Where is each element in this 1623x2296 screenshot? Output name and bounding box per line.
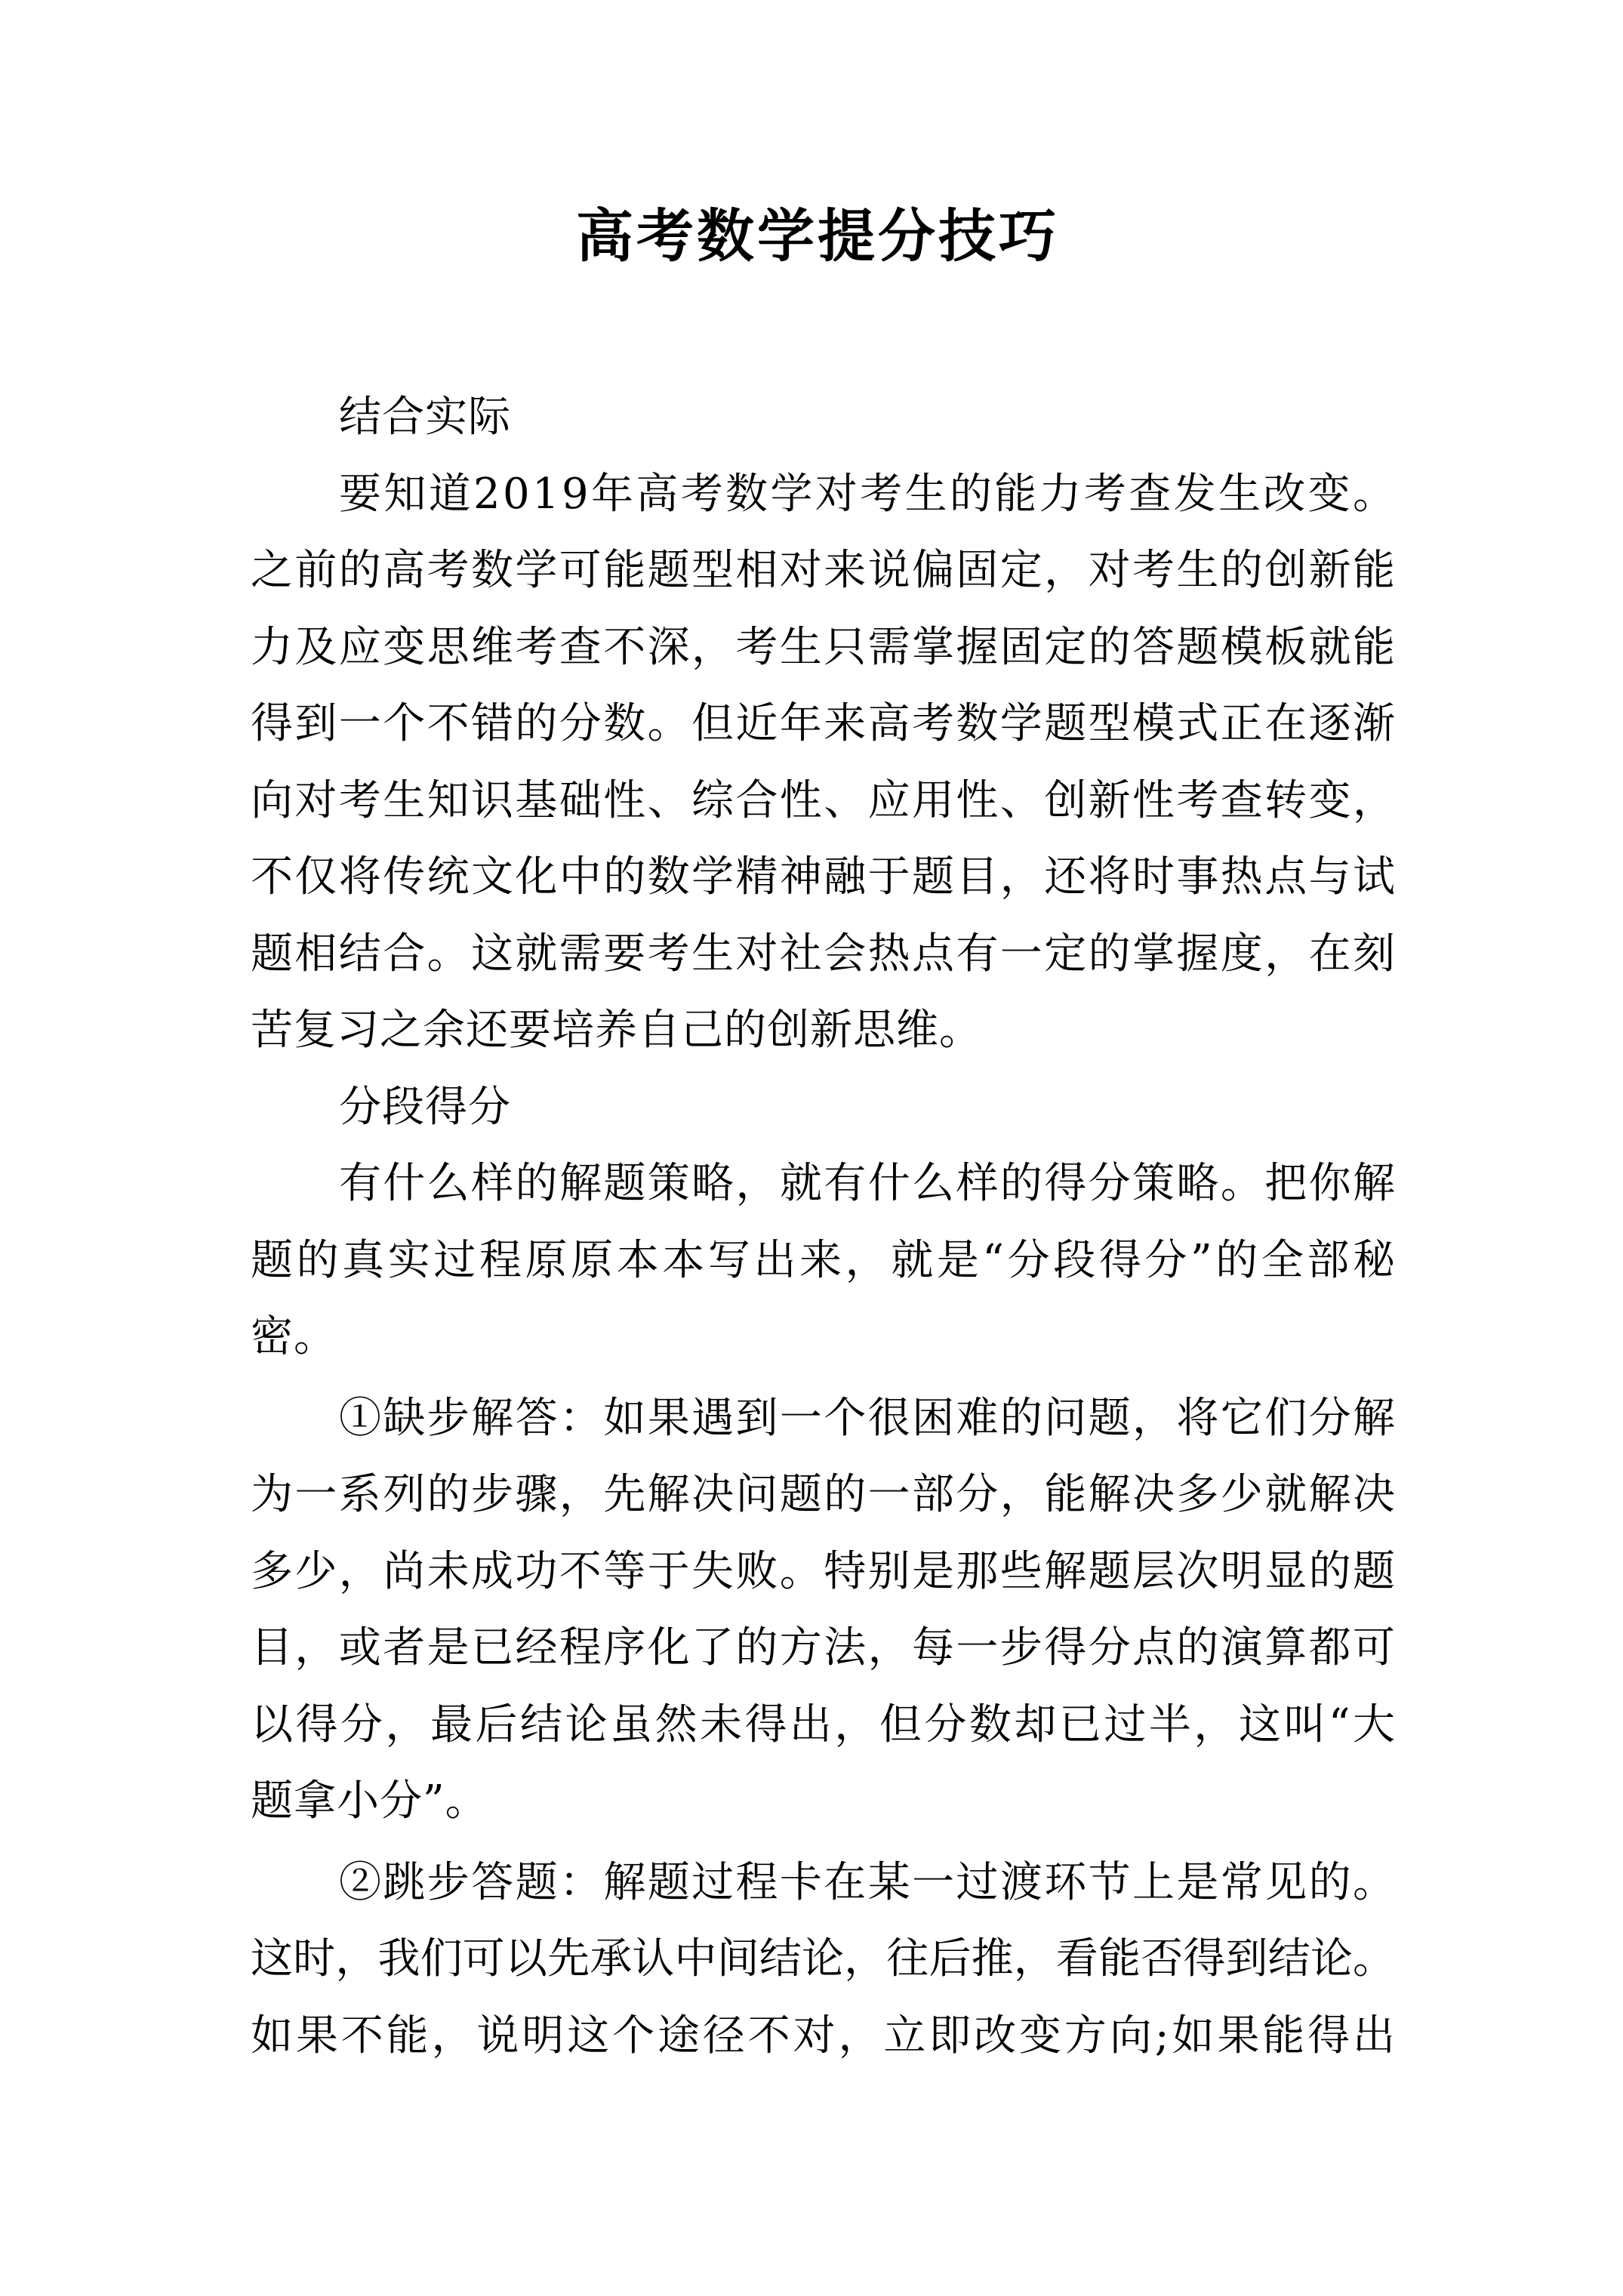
paragraph-line: 密。 (251, 1312, 337, 1361)
paragraph (251, 1145, 1399, 1376)
paragraph-line: 苦复习之余还要培养自己的创新思维。 (251, 1006, 982, 1055)
paragraph (251, 1380, 1398, 1840)
paragraph-line: 目，或者是已经程序化了的方法，每一步得分点的演算都可 (251, 1623, 1397, 1672)
document-body (251, 379, 1399, 2074)
paragraph-line: 向对考生知识基础性、综合性、应用性、创新性考查转变， (251, 775, 1397, 825)
paragraph-line: 要知道2019年高考数学对考生的能力考查发生改变。 (339, 469, 1398, 519)
document-title: 高考数学提分技巧 (576, 202, 1059, 270)
section-heading (251, 379, 1395, 456)
paragraph-line: 这时，我们可以先承认中间结论，往后推，看能否得到结论。 (251, 1934, 1396, 1983)
paragraph-line: 之前的高考数学可能题型相对来说偏固定，对考生的创新能 (251, 546, 1397, 595)
paragraph-line: 题相结合。这就需要考生对社会热点有一定的掌握度，在刻 (251, 929, 1397, 978)
paragraph-line: 力及应变思维考查不深，考生只需掌握固定的答题模板就能 (251, 622, 1397, 672)
section-heading (251, 1069, 1395, 1146)
paragraph (251, 456, 1398, 1069)
paragraph-line: 题的真实过程原原本本写出来，就是“分段得分”的全部秘 (251, 1235, 1399, 1285)
paragraph-line: 为一系列的步骤，先解决问题的一部分，能解决多少就解决 (251, 1470, 1397, 1519)
paragraph-line: 有什么样的解题策略，就有什么样的得分策略。把你解 (339, 1159, 1397, 1208)
section-heading-text: 分段得分 (339, 1082, 511, 1132)
section-heading-text: 结合实际 (339, 393, 511, 442)
paragraph-line: 得到一个不错的分数。但近年来高考数学题型模式正在逐渐 (251, 699, 1397, 748)
paragraph (251, 1845, 1398, 2075)
paragraph-line: ②跳步答题：解题过程卡在某一过渡环节上是常见的。 (339, 1857, 1397, 1907)
paragraph-line: 如果不能，说明这个途径不对，立即改变方向;如果能得出 (251, 2011, 1398, 2060)
paragraph-line: 不仅将传统文化中的数学精神融于题目，还将时事热点与试 (251, 852, 1397, 901)
paragraph-line: ①缺步解答：如果遇到一个很困难的问题，将它们分解 (339, 1393, 1397, 1443)
paragraph-line: 以得分，最后结论虽然未得出，但分数却已过半，这叫“大 (251, 1700, 1398, 1749)
paragraph-line: 题拿小分”。 (251, 1777, 488, 1826)
paragraph-line: 多少，尚未成功不等于失败。特别是那些解题层次明显的题 (251, 1546, 1397, 1596)
